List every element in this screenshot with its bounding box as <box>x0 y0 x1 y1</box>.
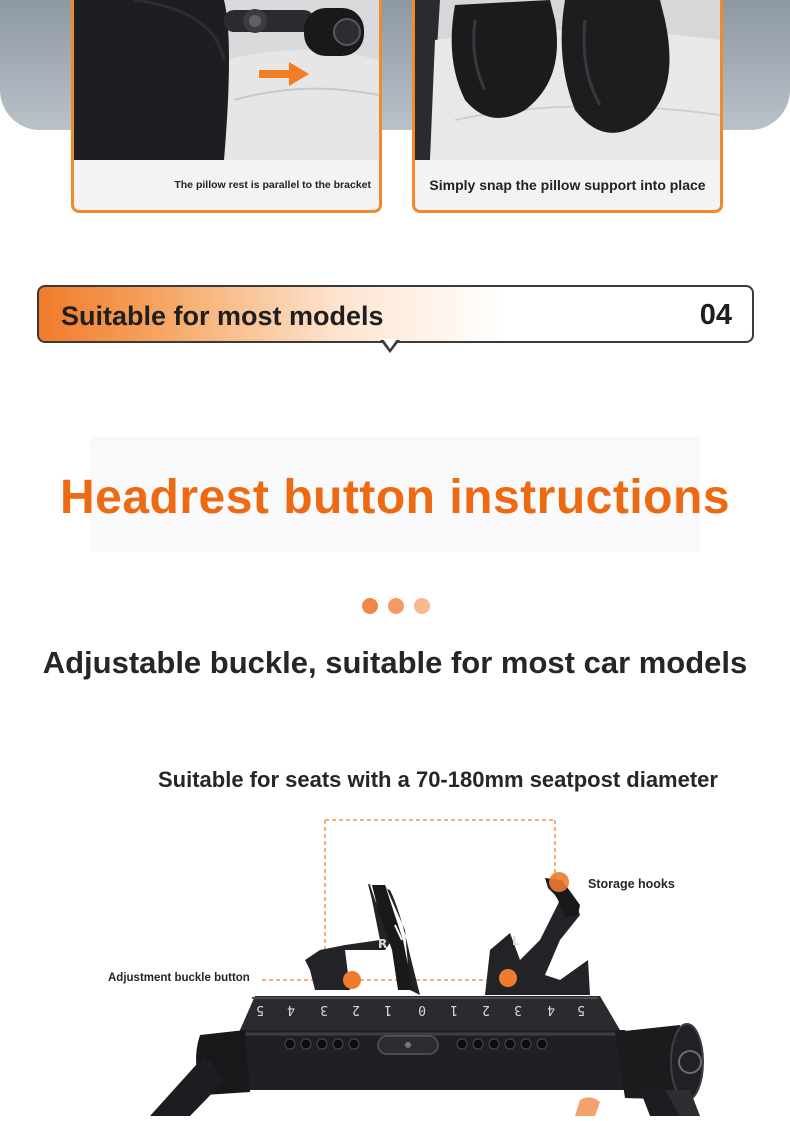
dot-2 <box>388 598 404 614</box>
scale-num-left-5: 5 <box>577 1002 585 1017</box>
scale-num-left-0: 0 <box>418 1002 426 1017</box>
photo-pillow-parallel <box>74 0 379 160</box>
scale-num-left-4: 4 <box>547 1002 555 1017</box>
scale-num-right-3: 3 <box>320 1002 328 1017</box>
scale-num-left-3: 3 <box>514 1002 522 1017</box>
scale-num-right-4: 4 <box>287 1002 295 1017</box>
photo-card-parallel <box>71 0 382 213</box>
caption-parallel: The pillow rest is parallel to the bracket <box>174 179 371 191</box>
headline: Headrest button instructions <box>59 471 731 524</box>
scale-num-left-1: 1 <box>450 1002 458 1017</box>
scale-num-right-1: 1 <box>384 1002 392 1017</box>
label-adjustment-button: Adjustment buckle button <box>108 972 250 984</box>
bracket-diagram <box>0 800 790 1116</box>
subheading: Adjustable buckle, suitable for most car models <box>42 645 748 680</box>
photo-pillow-snap <box>415 0 720 160</box>
section-title: Suitable for most models <box>61 301 384 331</box>
caption-snap: Simply snap the pillow support into place <box>429 177 706 193</box>
hook-letter-r: R <box>378 937 388 951</box>
label-storage-hooks: Storage hooks <box>588 877 675 891</box>
scale-num-left-2: 2 <box>482 1002 490 1017</box>
section-number: 04 <box>699 299 732 331</box>
dot-1 <box>362 598 378 614</box>
scale-num-right-2: 2 <box>352 1002 360 1017</box>
section-banner <box>37 285 754 343</box>
pagination-dots <box>362 598 430 614</box>
banner-pointer-inner <box>383 339 397 349</box>
spec-text: Suitable for seats with a 70-180mm seatpost diameter <box>158 767 718 792</box>
scale-num-right-5: 5 <box>256 1002 264 1017</box>
hook-letter-l: L <box>512 934 520 948</box>
photo-card-snap <box>412 0 723 213</box>
dot-3 <box>414 598 430 614</box>
